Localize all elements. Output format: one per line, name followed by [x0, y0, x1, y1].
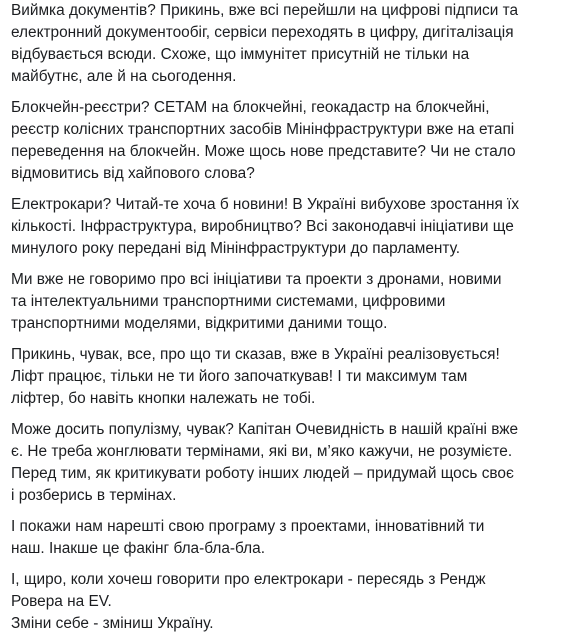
paragraph-1: [11, 0, 568, 88]
paragraph-6: [11, 419, 568, 507]
text-line: наш. Інакше це факінг бла-бла-бла.: [11, 540, 265, 557]
text-line: Прикинь, чувак, все, про що ти сказав, вже в Україні реалізовується!: [11, 346, 500, 363]
text-line: І покажи нам нарешті свою програму з проектами, інноватівний ти: [11, 518, 485, 535]
text-line: електронний документообіг, сервіси переходять в цифру, дигіталізація: [11, 24, 514, 41]
text-line: кількості. Інфраструктура, виробництво? Всі законодавчі ініціативи ще: [11, 218, 514, 235]
paragraph-7: [11, 516, 568, 560]
text-line: Ліфт працює, тільки не ти його започаткував! І ти максимум там: [11, 368, 468, 385]
text-line: І, щиро, коли хочеш говорити про електрокари - пересядь з Рендж: [11, 571, 486, 588]
text-line: Блокчейн-реєстри? СЕТАМ на блокчейні, геокадастр на блокчейні,: [11, 99, 490, 116]
text-line: Виймка документів? Прикинь, вже всі перейшли на цифрові підписи та: [11, 2, 519, 19]
text-line: майбутнє, але й на сьогодення.: [11, 68, 237, 85]
text-line: реєстр колісних транспортних засобів Мінінфраструктури вже на етапі: [11, 121, 515, 138]
text-line: є. Не треба жонглювати термінами, які ви, м’яко кажучи, не розумієте.: [11, 443, 513, 460]
text-line: та інтелектуальними транспортними системами, цифровими: [11, 293, 446, 310]
text-line: минулого року передані від Мінінфраструктури до парламенту.: [11, 240, 461, 257]
text-line: Може досить популізму, чувак? Капітан Очевидність в нашій країні вже: [11, 421, 519, 438]
paragraph-5: [11, 344, 568, 410]
text-line: і розберись в термінах.: [11, 487, 177, 504]
text-line: транспортними моделями, відкритими даними тощо.: [11, 315, 388, 332]
text-line: відбувається всюди. Схоже, що іммунітет присутній не тільки на: [11, 46, 470, 63]
text-line: Перед тим, як критикувати роботу інших людей – придумай щось своє: [11, 465, 514, 482]
text-line: переведення на блокчейн. Може щось нове представите? Чи не стало: [11, 143, 516, 160]
text-line: Ровера на EV.: [11, 593, 112, 610]
paragraph-8: [11, 569, 568, 635]
text-line: Електрокари? Читай-те хоча б новини! В Україні вибухове зростання їх: [11, 196, 520, 213]
paragraph-2: [11, 97, 568, 185]
text-line: Зміни себе - зміниш Україну.: [11, 615, 214, 632]
paragraph-3: [11, 194, 568, 260]
text-line: відмовитись від хайпового слова?: [11, 165, 255, 182]
text-line: Ми вже не говоримо про всі ініціативи та проекти з дронами, новими: [11, 271, 502, 288]
text-line: ліфтер, бо навіть кнопки належать не тобі.: [11, 390, 316, 407]
paragraph-4: [11, 269, 568, 335]
